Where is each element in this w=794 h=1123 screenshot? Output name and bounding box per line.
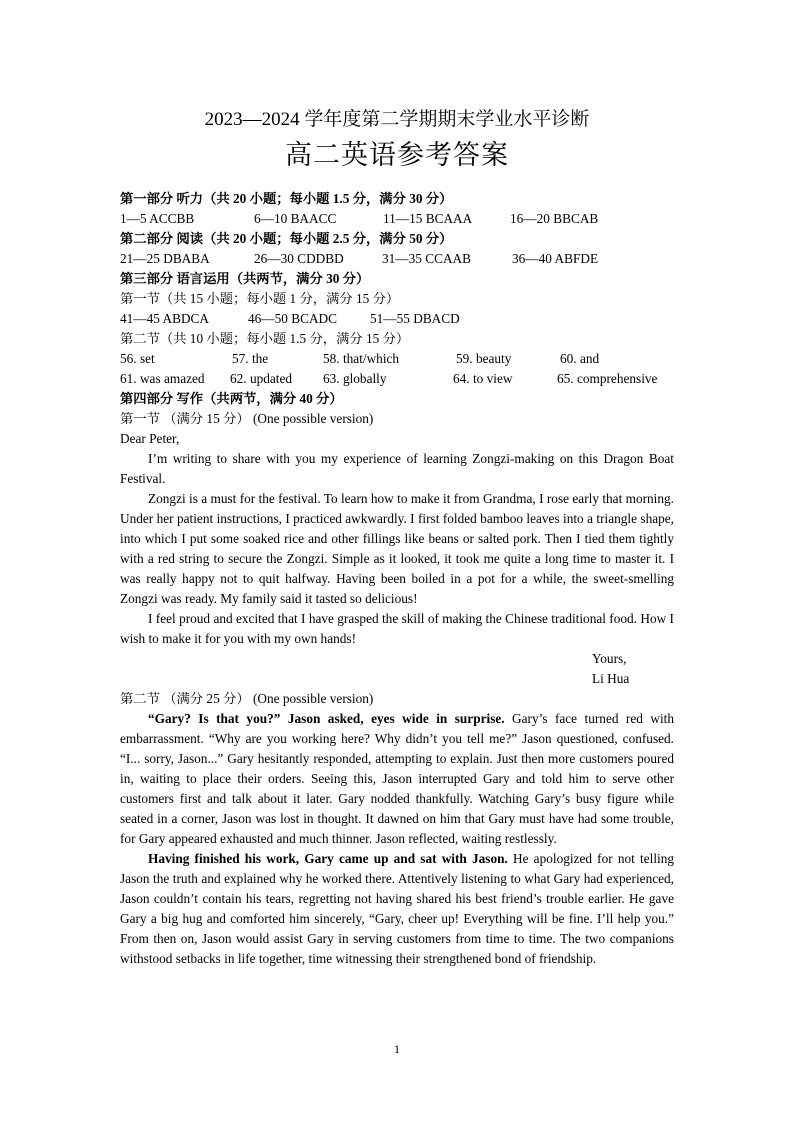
- answer-content: [120, 189, 674, 969]
- answer-item: 56. set: [120, 351, 155, 366]
- answer-group: 1—5 ACCBB: [120, 211, 195, 226]
- answer-item: 61. was amazed: [120, 371, 205, 386]
- answer-group: 31—35 CCAAB: [382, 251, 472, 266]
- answer-item: 60. and: [560, 351, 600, 366]
- answer-item: 64. to view: [453, 371, 513, 386]
- story-paragraph: [120, 849, 674, 969]
- part2-heading: 第二部分 阅读（共 20 小题；每小题 2.5 分，满分 50 分）: [120, 231, 453, 246]
- answer-group: 46—50 BCADC: [248, 311, 338, 326]
- part3-heading: 第三部分 语言运用（共两节，满分 30 分）: [120, 271, 370, 286]
- answer-group: 51—55 DBACD: [370, 311, 460, 326]
- letter-paragraph: Zongzi is a must for the festival. To learn how to make it from Grandma, I rose early that morning. Under her patient instructions, I practiced awkwardly. I first folded bamboo leaves into a triangle shape, into which I put some soaked rice and other fillings like beans or salted pork. Then I tied them tightly with a red string to secure the Zongzi. Simple as it looked, it took me quite a long time to master it. I was really happy not to quit halfway. Having been boiled in a pot for a while, the sweet-smelling Zongzi was ready. My family said it tasted so delicious!: [120, 491, 674, 606]
- document-subtitle: 高二英语参考答案: [285, 140, 509, 170]
- letter-greeting: Dear Peter,: [120, 431, 180, 446]
- story-body: Gary’s face turned red with embarrassment. “Why are you working here? Why didn’t you tell me?” Jason questioned, confused. “I... sorry, Jason...” Gary hesitantly responded, attempting to explain. Just then more customers poured in, waiting to place their orders. Seeing this, Jason interrupted Gary and told him to serve other customers first and talk about it later. Gary nodded thankfully. Watching Gary’s busy figure while seated in a corner, Jason was lost in thought. It dawned on him that Gary must have had some trouble, for Gary appeared exhausted and much thinner. Jason reflected, waiting restlessly.: [120, 711, 674, 846]
- part3-section2-answers-row2: [120, 369, 674, 389]
- answer-group: 36—40 ABFDE: [512, 251, 599, 266]
- exam-title: 2023—2024 学年度第二学期期末学业水平诊断: [204, 109, 590, 130]
- answer-item: 65. comprehensive: [557, 371, 658, 386]
- part3-section2-heading: 第二节（共 10 小题；每小题 1.5 分，满分 15 分）: [120, 331, 410, 346]
- part3-section1-answers: [120, 309, 674, 329]
- answer-group: 26—30 CDDBD: [254, 251, 344, 266]
- story-lead-sentence: Having finished his work, Gary came up and sat with Jason.: [148, 851, 508, 866]
- answer-item: 57. the: [232, 351, 269, 366]
- answer-group: 41—45 ABDCA: [120, 311, 210, 326]
- letter-closing: Yours,: [592, 651, 627, 666]
- answer-item: 63. globally: [323, 371, 387, 386]
- part1-heading: 第一部分 听力（共 20 小题；每小题 1.5 分，满分 30 分）: [120, 191, 453, 206]
- story-paragraph: [120, 709, 674, 849]
- letter-paragraph: I feel proud and excited that I have grasped the skill of making the Chinese traditional food. How I wish to make it for you with my own hands!: [120, 611, 674, 646]
- part3-section1-heading: 第一节（共 15 小题；每小题 1 分，满分 15 分）: [120, 291, 400, 306]
- letter-signature: Li Hua: [592, 671, 630, 686]
- answer-group: 11—15 BCAAA: [383, 211, 473, 226]
- answer-group: 16—20 BBCAB: [510, 211, 599, 226]
- part4-heading: 第四部分 写作（共两节，满分 40 分）: [120, 391, 343, 406]
- page-number: 1: [394, 1042, 400, 1056]
- part4-section2-heading: 第二节 （满分 25 分） (One possible version): [120, 691, 374, 706]
- part4-section1-heading: 第一节 （满分 15 分） (One possible version): [120, 411, 374, 426]
- part1-answers: [120, 209, 674, 229]
- part2-answers: [120, 249, 674, 269]
- letter-paragraph: I’m writing to share with you my experience of learning Zongzi-making on this Dragon Boat Festival.: [120, 451, 674, 486]
- answer-group: 6—10 BAACC: [254, 211, 337, 226]
- answer-group: 21—25 DBABA: [120, 251, 210, 266]
- story-lead-sentence: “Gary? Is that you?” Jason asked, eyes wide in surprise.: [148, 711, 505, 726]
- story-body: He apologized for not telling Jason the truth and explained why he worked there. Attentively listening to what Gary had experienced, Jason couldn’t contain his tears, regretting not having shared his best friend’s trouble earlier. He gave Gary a big hug and comforted him sincerely, “Gary, cheer up! Everything will be fine. I’ll help you.” From then on, Jason would assist Gary in serving customers from time to time. The two companions withstood setbacks in life together, time witnessing their strengthened bond of friendship.: [120, 851, 675, 966]
- answer-item: 62. updated: [230, 371, 293, 386]
- part3-section2-answers-row1: [120, 349, 674, 369]
- answer-item: 58. that/which: [323, 351, 400, 366]
- answer-item: 59. beauty: [456, 351, 512, 366]
